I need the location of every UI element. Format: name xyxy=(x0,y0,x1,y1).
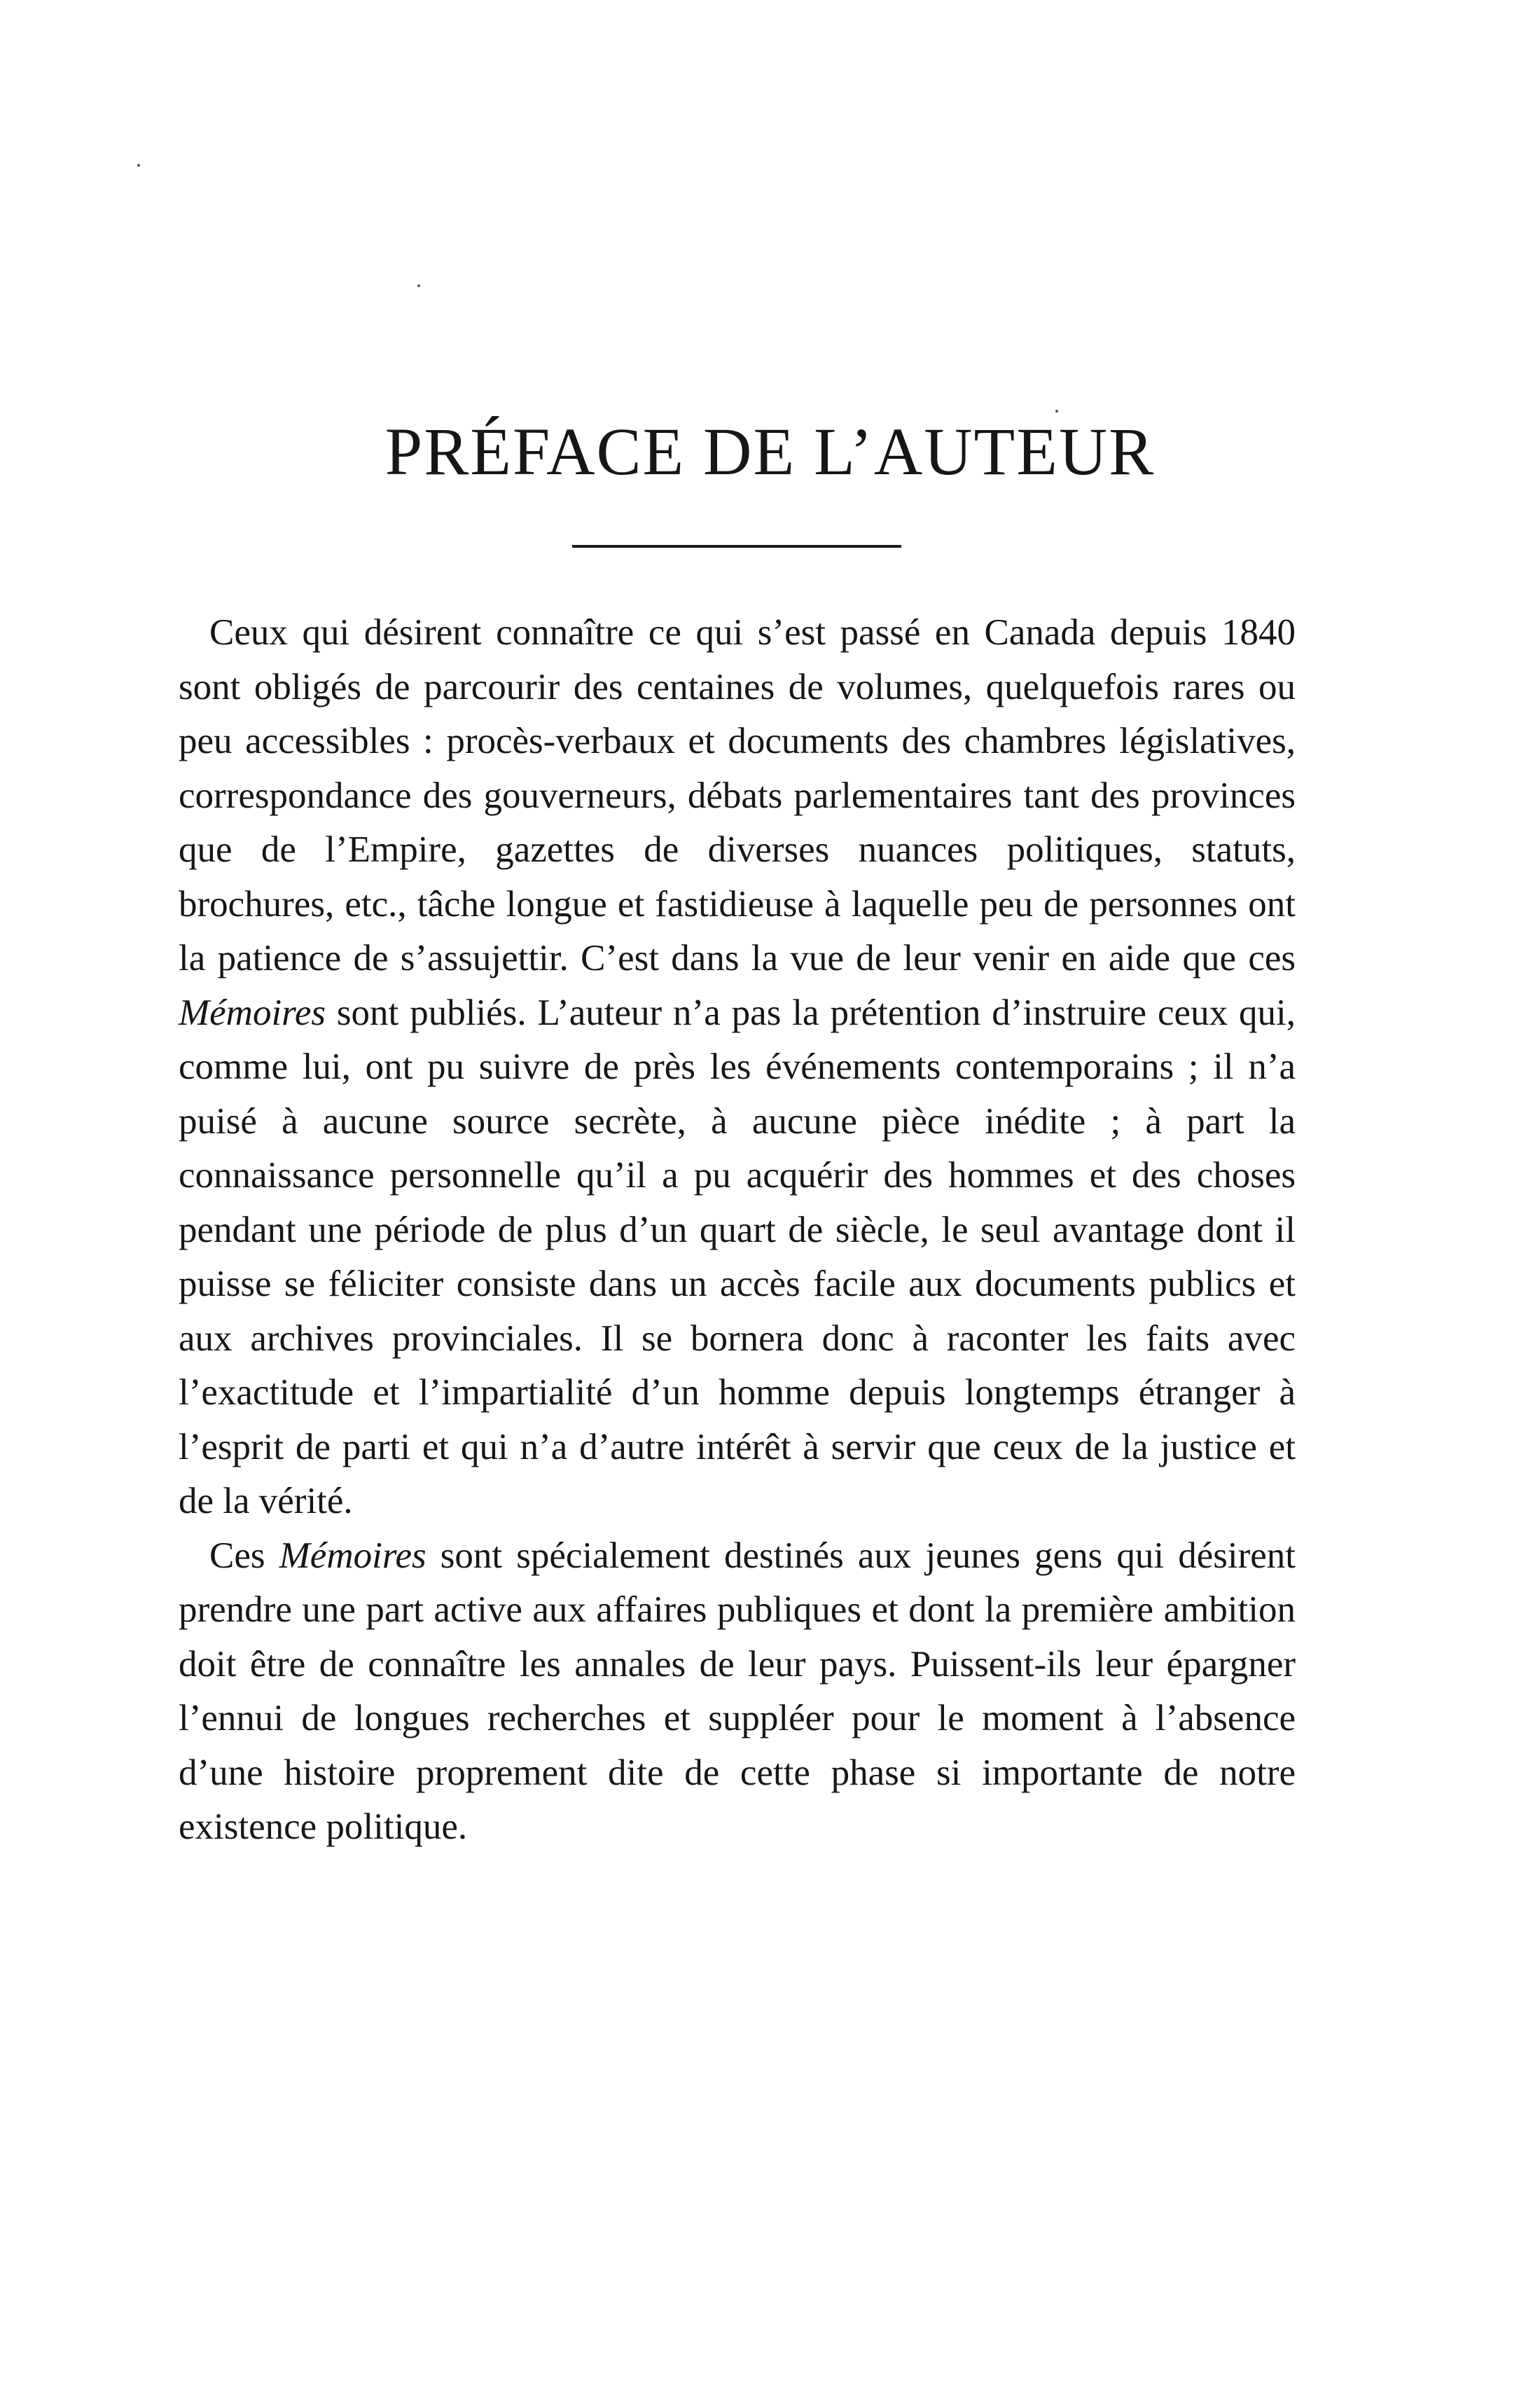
paragraph-2-text-a: Ces xyxy=(209,1535,279,1576)
scan-speck xyxy=(137,164,140,167)
paragraph-2 xyxy=(179,1529,1296,1855)
paragraph-1-text-a: Ceux qui désirent connaître ce qui s’est passé en Canada depuis 1840 sont obligés de parcourir des centaines de volumes, quelquefois rares ou peu accessibles : procès-verbaux et documents des chambres législatives, correspondance des gouverneurs, débats parlementaires tant des provinces que de l’Empire, gazettes de diverses nuances politiques, statuts, brochures, etc., tâche longue et fastidieuse à laquelle peu de personnes ont la patience de s’assujettir. C’est dans la vue de leur venir en aide que ces xyxy=(179,612,1296,979)
paragraph-1-text-b: sont publiés. L’auteur n’a pas la prétention d’instruire ceux qui, comme lui, ont pu suivre de près les événements contemporains ; il n’a puisé à aucune source secrète, à aucune pièce inédite ; à part la connaissance personnelle qu’il a pu acquérir des hommes et des choses pendant une période de plus d’un quart de siècle, le seul avantage dont il puisse se féliciter consiste dans un accès facile aux documents publics et aux archives provinciales. Il se bornera donc à raconter les faits avec l’exactitude et l’impartialité d’un homme depuis longtemps étranger à l’esprit de parti et qui n’a d’autre intérêt à servir que ceux de la justice et de la vérité. xyxy=(179,992,1296,1521)
paragraph-1-italic: Mémoires xyxy=(179,992,326,1033)
page-title: PRÉFACE DE L’AUTEUR xyxy=(384,414,1156,489)
paragraph-1 xyxy=(179,606,1296,1529)
paragraph-2-italic: Mémoires xyxy=(279,1535,426,1576)
title-divider xyxy=(572,545,901,548)
scan-speck xyxy=(417,284,420,287)
paragraph-2-text-b: sont spécialement destinés aux jeunes gens qui désirent prendre une part active aux affaires publiques et dont la première ambition doit être de connaître les annales de leur pays. Puissent-ils leur épargner l’ennui de longues recherches et suppléer pour le moment à l’absence d’une histoire proprement dite de cette phase si importante de notre existence politique. xyxy=(179,1535,1296,1847)
preface-body xyxy=(179,606,1296,1855)
